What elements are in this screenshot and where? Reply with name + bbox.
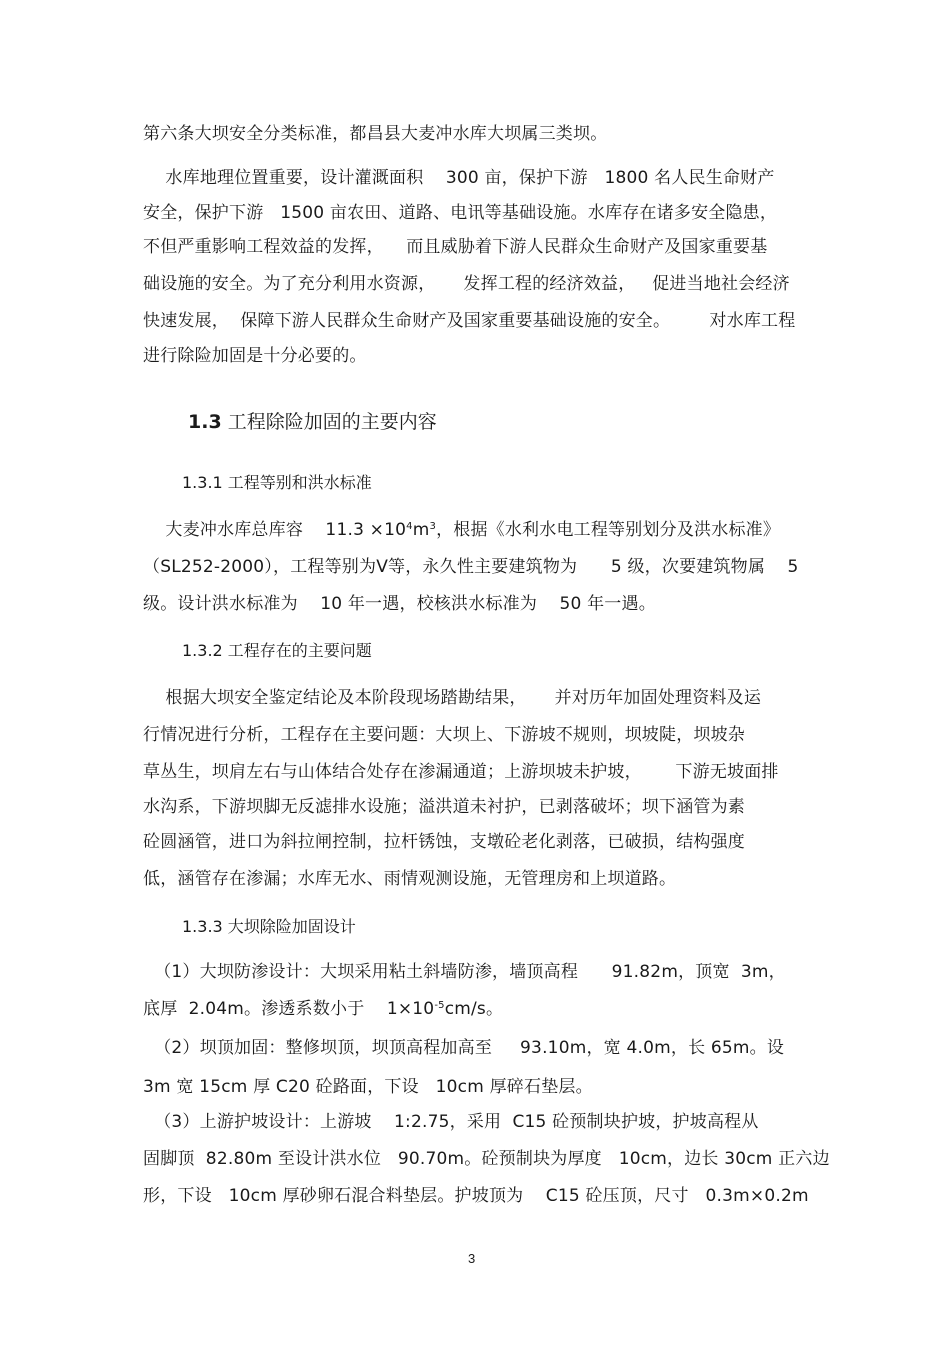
text-run: cm/s。 — [444, 999, 504, 1019]
paragraph-line: 根据大坝安全鉴定结论及本阶段现场踏勘结果， 并对历年加固处理资料及运 — [143, 688, 762, 708]
superscript: -5 — [434, 1000, 445, 1011]
subsection-title: 1.3.1 工程等别和洪水标准 — [182, 473, 372, 492]
paragraph-line: 级。设计洪水标准为 10 年一遇，校核洪水标准为 50 年一遇。 — [143, 594, 656, 614]
section-number: 1.3 — [188, 411, 222, 433]
paragraph-line: 砼圆涵管，进口为斜拉闸控制，拉杆锈蚀，支墩砼老化剥落，已破损，结构强度 — [143, 832, 745, 852]
paragraph-line: 固脚顶 82.80m 至设计洪水位 90.70m。砼预制块为厚度 10cm，边长 30cm 正六边 — [143, 1149, 830, 1169]
paragraph-line: 草丛生，坝肩左右与山体结合处存在渗漏通道；上游坝坡未护坡， 下游无坡面排 — [143, 762, 779, 782]
paragraph-line — [143, 518, 780, 542]
paragraph-line: 第六条大坝安全分类标准，都昌县大麦冲水库大坝属三类坝。 — [143, 124, 608, 144]
paragraph-line: 水沟系，下游坝脚无反滤排水设施；溢洪道未衬护，已剥落破坏；坝下涵管为素 — [143, 797, 745, 817]
text-run: 底厚 2.04m。渗透系数小于 1×10 — [143, 999, 435, 1019]
page-number: 3 — [468, 1251, 476, 1266]
paragraph-line: 础设施的安全。为了充分利用水资源， 发挥工程的经济效益， 促进当地社会经济 — [143, 274, 790, 294]
paragraph-line: 水库地理位置重要，设计灌溉面积 300 亩，保护下游 1800 名人民生命财产 — [143, 168, 775, 188]
paragraph-line: 安全，保护下游 1500 亩农田、道路、电讯等基础设施。水库存在诸多安全隐患， — [143, 203, 778, 223]
subsection-title: 1.3.2 工程存在的主要问题 — [182, 641, 372, 660]
text-run: m — [412, 520, 430, 540]
paragraph-line: 行情况进行分析，工程存在主要问题：大坝上、下游坡不规则，坝坡陡，坝坡杂 — [143, 725, 745, 745]
paragraph-line: 低，涵管存在渗漏；水库无水、雨情观测设施，无管理房和上坝道路。 — [143, 869, 677, 889]
paragraph-line: （1）大坝防渗设计：大坝采用粘土斜墙防渗，墙顶高程 91.82m，顶宽 3m， — [143, 962, 786, 982]
paragraph-line — [143, 997, 503, 1021]
subsection-title: 1.3.3 大坝除险加固设计 — [182, 917, 356, 936]
paragraph-line: 不但严重影响工程效益的发挥， 而且威胁着下游人民群众生命财产及国家重要基 — [143, 237, 768, 257]
paragraph-line: 进行除险加固是十分必要的。 — [143, 346, 367, 366]
text-run: 大麦冲水库总库容 11.3 ×10 — [143, 520, 407, 540]
paragraph-line: （2）坝顶加固：整修坝顶，坝顶高程加高至 93.10m，宽 4.0m，长 65m。设 — [143, 1038, 785, 1058]
superscript: 4 — [406, 521, 413, 532]
text-run: ，根据《水利水电工程等别划分及洪水标准》 — [436, 520, 781, 540]
section-title: 工程除险加固的主要内容 — [221, 411, 437, 433]
paragraph-line: （SL252-2000），工程等别为Ⅴ等，永久性主要建筑物为 5 级，次要建筑物属 5 — [143, 557, 799, 577]
section-heading — [188, 409, 437, 435]
paragraph-line: 快速发展， 保障下游人民群众生命财产及国家重要基础设施的安全。 对水库工程 — [143, 311, 796, 331]
paragraph-line: 形，下设 10cm 厚砂卵石混合料垫层。护坡顶为 C15 砼压顶，尺寸 0.3m×0.2m — [143, 1186, 809, 1206]
paragraph-line: 3m 宽 15cm 厚 C20 砼路面，下设 10cm 厚碎石垫层。 — [143, 1077, 593, 1097]
superscript: 3 — [429, 521, 437, 532]
paragraph-line: （3）上游护坡设计：上游坡 1:2.75，采用 C15 砼预制块护坡，护坡高程从 — [143, 1112, 759, 1132]
